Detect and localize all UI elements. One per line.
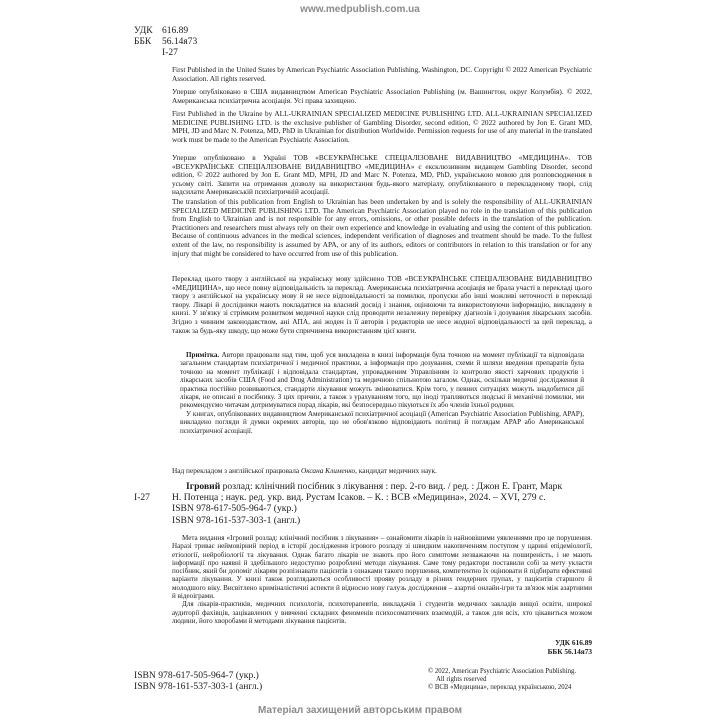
bib-line1: розлад: клінічний посібник з лікування : пер. 2-го вид. / ред. : Джон Е. Грант, Марк bbox=[220, 481, 563, 492]
paragraph-ukraine-publication-uk: Уперше опубліковано в Україні ТОВ «ВСЕУКРАЇНСЬКЕ СПЕЦІАЛІЗОВАНЕ ВИДАВНИЦТВО «МЕДИЦИНА». ТОВ «ВСЕУКРАЇНСЬКЕ СПЕЦІАЛІЗОВАНЕ ВИДАВНИЦТВО «МЕДИЦИНА» є ексклюзивним видавцем Gambling Disorder, second edition, © 2022 authored by Jon E. Grant MD, MPH, JD and Marc N. Potenza, MD, PhD, українською мовою для розповсюдження в усьому світі. Запити на отримання дозволу на використання будь-якого матеріалу, опублікованого в перекладеному творі, слід надсилати Американській психіатричній асоціації. bbox=[172, 153, 592, 197]
bbk-code: ББК 56.14я73 bbox=[547, 647, 592, 656]
bibliography-code: І-27 bbox=[134, 492, 150, 503]
note-text-2: У книгах, опублікованих видавництвом Американської психіатричної асоціації (American Psychiatric Association Publishing, APAP), викладено погляди й думки окремих авторів, що не обов'язково відповідають політиці й поглядам APAP або Американської психіатричної асоціації. bbox=[180, 409, 584, 435]
classification-codes bbox=[134, 26, 197, 59]
translator-suffix: , кандидат медичних наук. bbox=[355, 466, 437, 475]
bib-title-bold: Ігровий bbox=[186, 481, 221, 492]
copyright-footer-banner: Матеріал захищений авторським правом bbox=[258, 705, 462, 716]
site-url-banner: www.medpublish.com.ua bbox=[300, 4, 420, 15]
annotation-block bbox=[172, 534, 592, 625]
udk-code: УДК 616.89 bbox=[555, 638, 592, 647]
copyright-line: © ВСВ «Медицина», переклад українською, 2024 bbox=[428, 683, 572, 691]
isbn-bottom-line: ISBN 978-617-505-964-7 (укр.) bbox=[134, 670, 259, 681]
classif-key bbox=[134, 48, 162, 59]
classif-value: 56.14я73 bbox=[162, 37, 198, 47]
paragraph-translation-disclaimer-uk: Переклад цього твору з англійської на українську мову здійснено ТОВ «ВСЕУКРАЇНСЬКЕ СПЕЦІАЛІЗОВАНЕ ВИДАВНИЦТВО «МЕДИЦИНА», що несе повну відповідальність за переклад. Американська психіатрична асоціація не брала участі в перекладі цього твору з англійської на українську мову й не несе відповідальності за помилки, пропуски або інші можливі неточності в перекладі твору. Лікарі й дослідники мають покладатися на власний досвід і знання, оцінюючи та використовуючи інформацію, викладену в книзі. У зв'язку зі стрімким розвитком медичної науки слід проводити незалежну перевірку діагнозів і дозування лікарських засобів. Згідно з чинним законодавством, ані АПА, ані жоден із її авторів і редакторів не несе жодної відповідальності за цей переклад, а також за будь-яку шкоду, що може бути спричинена використанням цієї книги. bbox=[172, 274, 592, 335]
isbn-bottom-line: ISBN 978-161-537-303-1 (англ.) bbox=[134, 681, 263, 692]
translator-name: Оксана Клименко bbox=[300, 466, 356, 475]
annotation-text-1: Мета видання «Ігровий розлад: клінічний посібник з лікування» – ознайомити лікарів із найновішими уявленнями про це порушення. Наразі триває неймовірний період в історії дослідження ігрового розладу зі швидким накопиченням поступом у царині епідеміології, етіології, нейробіології та лікування. Однак багато лікарів не знають про його симптоми незважаючи на поширеність, і не мають інформації про наявні й здебільшого недоступно розроблені методи лікування. Саме тому редактори поставили собі за мету укласти посібник, який би допоміг лікарям розпізнавати пацієнтів з ознаками такого порушення, компетентно їх оцінювати й підбирати ефективні варіанти лікування. У книзі також розглядаються особливості прояву розладу в різних гендерних групах, у пацієнтів старшого й молодшого віку. Висвітлено криміналістичні аспекти й відносно нову галузь дослідження – азартні онлайн-ігри та зв'язок між азартними й відеоіграми. bbox=[172, 534, 592, 601]
copyright-line: © 2022, American Psychiatric Association Publishing. bbox=[428, 668, 577, 675]
translator-prefix: Над перекладом з англійської працювала bbox=[172, 466, 300, 475]
classif-value: І-27 bbox=[162, 48, 178, 58]
copyright-line: All rights reserved bbox=[436, 675, 487, 683]
isbn-bottom bbox=[134, 670, 262, 692]
classif-value: 616.89 bbox=[162, 26, 189, 36]
bib-isbn2: ISBN 978-161-537-303-1 (англ.) bbox=[172, 514, 301, 526]
note-block bbox=[180, 351, 584, 435]
note-label: Примітка. bbox=[186, 351, 220, 359]
paragraph-ukraine-publication-en: First Published in the Ukraine by ALL-UKRAINIAN SPECIALIZED MEDICINE PUBLISHING LTD. ALL-UKRAINIAN SPECIALIZED MEDICINE PUBLISHING LTD. is the exclusive publisher of Gambling Disorder, second edition, © 2022 authored by Jon E. Grant MD, MPH, JD and Marc N. Potenza, MD, PhD in Ukrainian for distribution Worldwide. Permission requests for use of any material in the translated work must be made to the American Psychiatric Association. bbox=[172, 109, 592, 144]
bib-isbn1: ISBN 978-617-505-964-7 (укр.) bbox=[172, 503, 297, 515]
paragraph-translation-disclaimer-en: The translation of this publication from English to Ukrainian has been undertaken by and is solely the responsibility of ALL-UKRAINIAN SPECIALIZED MEDICINE PUBLISHING LTD. The American Psychiatric Association played no role in the translation of this publication from English to Ukrainian and is not responsible for any errors, omissions, or other possible defects in the translation of the publication. Practitioners and researchers must always rely on their own experience and knowledge in evaluating and using the content of this publication. Because of continuous advances in the medical sciences, independent verification of diagnoses and treatment should be made. To the fullest extent of the law, no responsibility is assumed by APA, or any of its authors, editors or contributors in relation to this translation or for any injury that might be considered to have occurred from use of this publication. bbox=[172, 197, 592, 258]
copyright-bottom bbox=[428, 668, 576, 691]
annotation-text-2: Для лікарів-практиків, медичних психологів, психотерапевтів, викладачів і студентів медичних закладів вищої освіти, широкої аудиторії фахівців, зацікавлених у вивченні складних феноменів психосоматичних взаємодій, а також для всіх, хто цікавиться мозком людини, його хворобами й методами лікування пацієнтів. bbox=[172, 600, 592, 625]
bib-line2: Н. Потенца ; наук. ред. укр. вид. Рустам Ісаков. – К. : ВСВ «Медицина», 2024. – XVI, 279 с. bbox=[172, 492, 546, 504]
classif-key: УДК bbox=[134, 26, 153, 36]
codes-right bbox=[548, 638, 592, 656]
note-text-1: Автори працювали над тим, щоб уся викладена в книзі інформація була точною на момент публікації та відповідала загальним стандартам психіатричної і медичної практики, а інформація про дозування, схеми й шляхи введення препаратів була точною на момент публікації і відповідала стандартам, упровадженим Управлінням із контролю якості харчових продуктів і лікарських засобів США (Food and Drug Administration) та медичною спільнотою загалом. Однак, оскільки медичні дослідження й практика постійно розвиваються, стандарти лікування можуть змінюватися. Крім того, у певних ситуаціях можуть знадобитися дії лікаря, не описані в посібнику. З цих причин, а також з урахуванням того, що іноді трапляються людські й механічні помилки, ми рекомендуємо читачам дотримуватися порад лікарів, які безпосередньо пікуються їх або членів їхньої родини. bbox=[180, 351, 585, 410]
paragraph-original-publication-en: First Published in the United States by American Psychiatric Association Publishing, Washington, DC. Copyright © 2022 American Psychiatric Association. All rights reserved. bbox=[172, 65, 592, 83]
paragraph-original-publication-uk: Уперше опубліковано в США видавництвом American Psychiatric Association Publishing (м. Вашингтон, округ Колумбія). © 2022, Американська психіатрична асоціація. Усі права захищено. bbox=[172, 87, 592, 105]
classif-key: ББК bbox=[134, 37, 152, 47]
bibliography-entry bbox=[172, 481, 592, 526]
translator-line bbox=[172, 466, 437, 475]
